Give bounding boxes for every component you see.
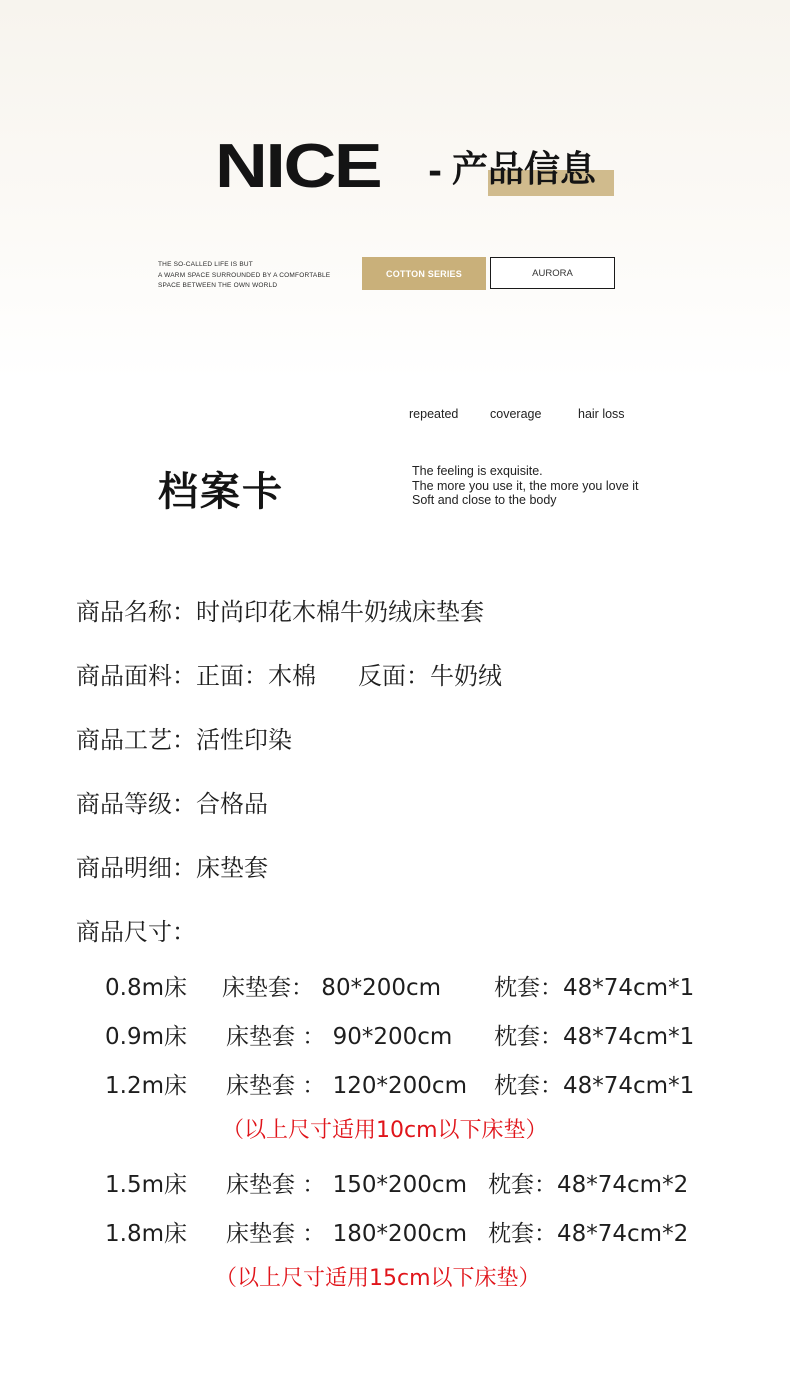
info-label: 商品工艺： xyxy=(76,726,196,754)
info-value-front: 正面：木棉 xyxy=(196,662,316,690)
size-cover: 床垫套 ： 120*200cm xyxy=(226,1073,467,1099)
info-value-back: 反面：牛奶绒 xyxy=(358,662,502,690)
info-label: 商品面料： xyxy=(76,662,196,690)
keyword-repeated: repeated xyxy=(409,407,459,421)
cotton-series-tag: COTTON SERIES xyxy=(362,257,486,290)
size-bed: 0.9m床 xyxy=(105,1024,187,1050)
aurora-tag: AURORA xyxy=(490,257,615,289)
size-bed: 0.8m床 xyxy=(105,975,187,1001)
keyword-coverage: coverage xyxy=(490,407,542,421)
section-title: 产品信息 xyxy=(452,149,597,190)
info-value: 活性印染 xyxy=(196,726,292,754)
size-note: （以上尺寸适用10cm以下床垫） xyxy=(222,1118,548,1143)
size-pillow: 枕套：48*74cm*2 xyxy=(488,1172,689,1198)
info-label: 商品尺寸： xyxy=(76,918,196,946)
size-pillow: 枕套：48*74cm*1 xyxy=(494,1073,695,1099)
info-row-detail xyxy=(76,853,268,883)
size-pillow: 枕套：48*74cm*1 xyxy=(494,975,695,1001)
info-row-name xyxy=(76,597,484,627)
feel-line: Soft and close to the body xyxy=(412,493,557,507)
title-dash: - xyxy=(428,152,443,192)
size-cover: 床垫套： 80*200cm xyxy=(222,975,442,1001)
info-label: 商品明细： xyxy=(76,854,196,882)
tagline-line: A WARM SPACE SURROUNDED BY A COMFORTABLE xyxy=(158,271,331,279)
title-cn-block xyxy=(452,148,614,196)
info-row-grade xyxy=(76,789,268,819)
tagline xyxy=(158,260,330,292)
size-bed: 1.8m床 xyxy=(105,1221,187,1247)
feel-description xyxy=(412,464,639,508)
feel-line: The more you use it, the more you love it xyxy=(412,478,639,493)
size-cover: 床垫套 ： 150*200cm xyxy=(226,1172,467,1198)
info-row-size xyxy=(76,917,196,947)
info-value: 时尚印花木棉牛奶绒床垫套 xyxy=(196,598,484,626)
keyword-hair-loss: hair loss xyxy=(578,407,625,421)
tagline-line: THE SO-CALLED LIFE IS BUT xyxy=(158,261,253,268)
size-pillow: 枕套：48*74cm*1 xyxy=(494,1024,695,1050)
info-label: 商品名称： xyxy=(76,598,196,626)
brand-title: NICE xyxy=(215,132,381,201)
info-label: 商品等级： xyxy=(76,790,196,818)
size-note: （以上尺寸适用15cm以下床垫） xyxy=(215,1266,541,1291)
info-value: 床垫套 xyxy=(196,854,268,882)
size-bed: 1.2m床 xyxy=(105,1073,187,1099)
size-bed: 1.5m床 xyxy=(105,1172,187,1198)
size-cover: 床垫套 ： 90*200cm xyxy=(226,1024,453,1050)
feel-line: The feeling is exquisite. xyxy=(412,464,543,478)
card-title: 档案卡 xyxy=(158,469,284,515)
size-cover: 床垫套 ： 180*200cm xyxy=(226,1221,467,1247)
info-row-craft xyxy=(76,725,292,755)
info-row-fabric xyxy=(76,661,502,691)
tagline-line: SPACE BETWEEN THE OWN WORLD xyxy=(158,282,278,289)
info-value: 合格品 xyxy=(196,790,268,818)
size-pillow: 枕套：48*74cm*2 xyxy=(488,1221,689,1247)
